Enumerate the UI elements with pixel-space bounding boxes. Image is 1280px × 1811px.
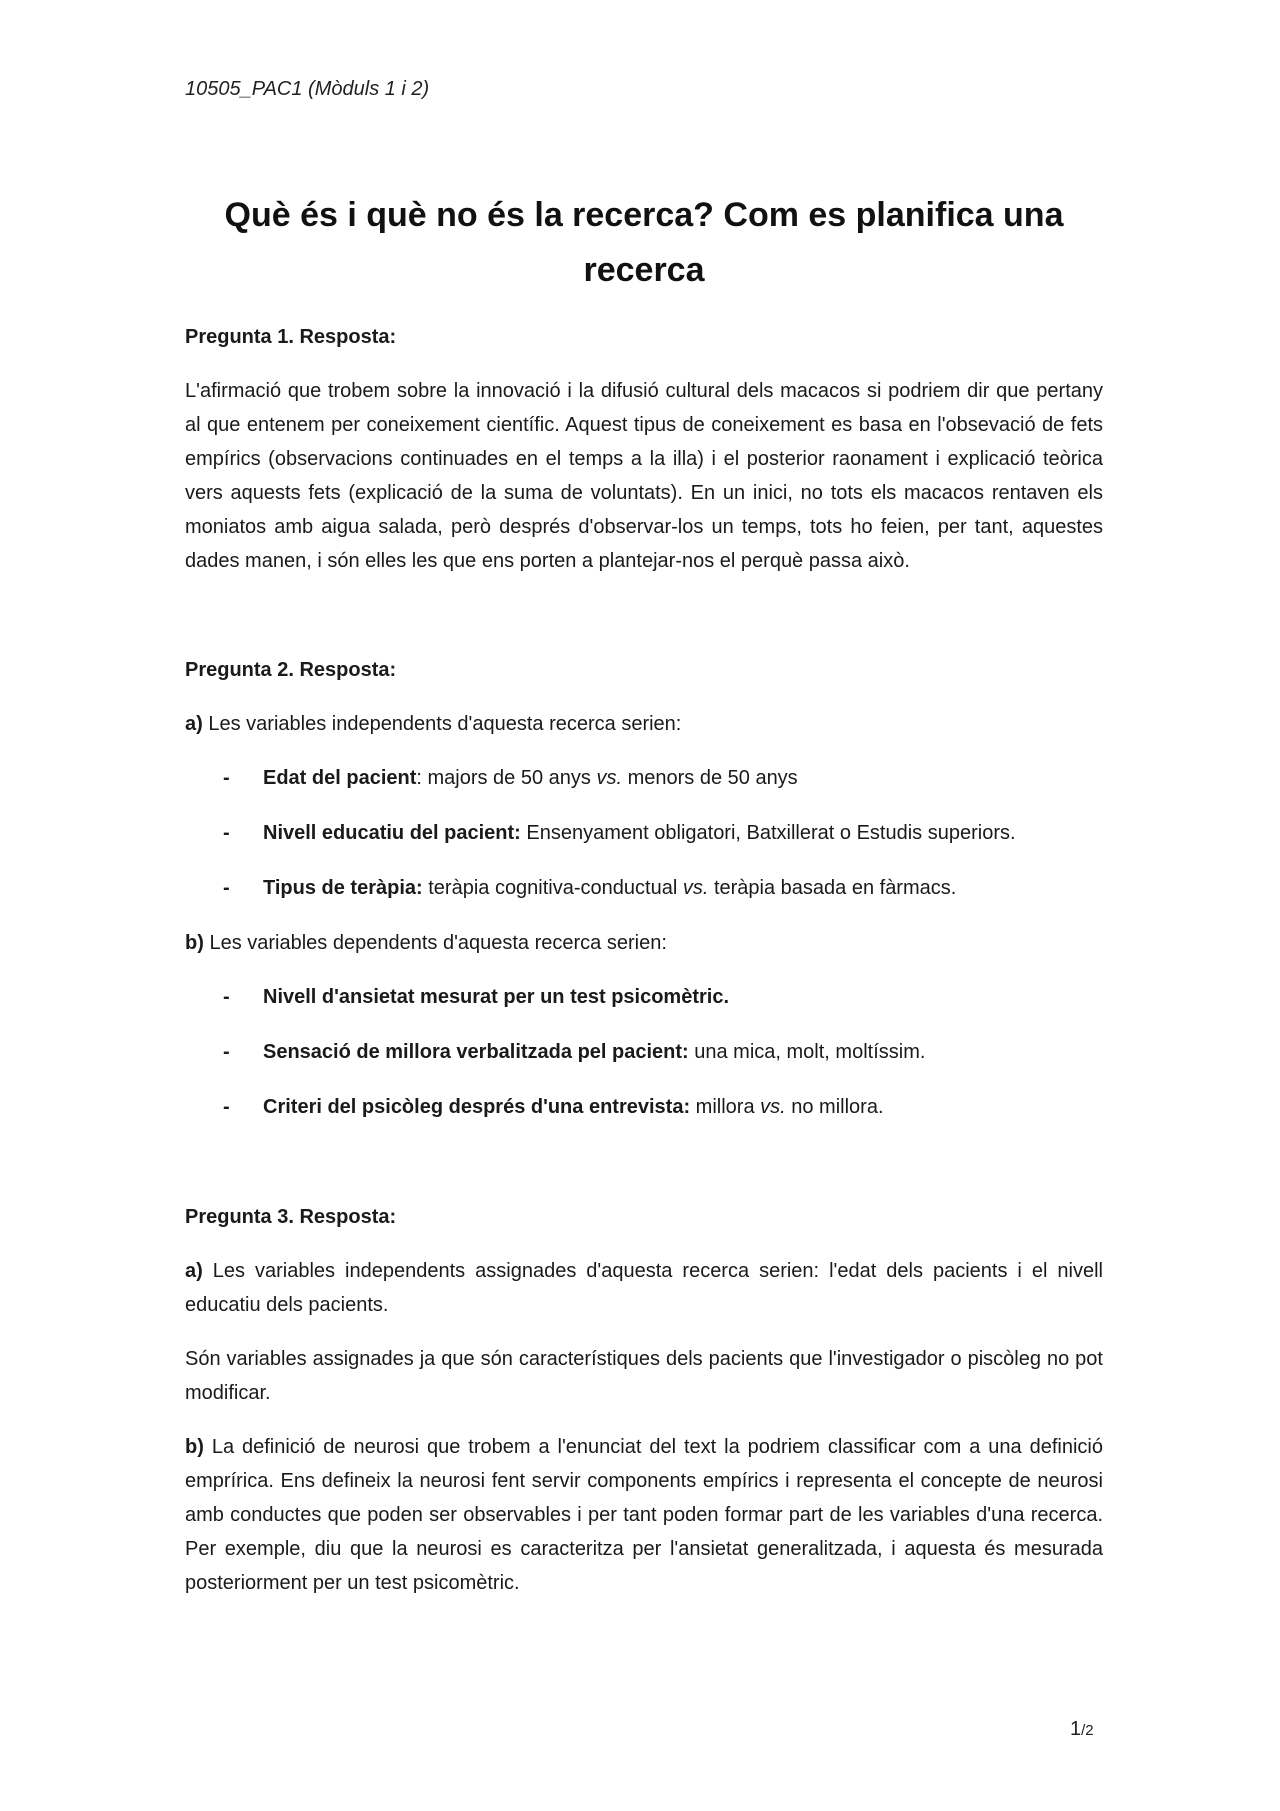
dash-bullet: - — [223, 822, 230, 844]
list-item-text: teràpia basada en fàrmacs. — [708, 877, 957, 899]
dependent-variables-list — [185, 980, 1103, 1124]
part-b-text: Les variables dependents d'aquesta recerca serien: — [203, 932, 667, 954]
part-b-text: La definició de neurosi que trobem a l'enunciat del text la podriem classificar com a una definició emprírica. Ens defineix la neurosi fent servir components empírics i representa el concepte de neurosi amb conductes que poden ser observables i per tant poden formar part de les variables d'una recerca. Per exemple, diu que la neurosi es caracteritza per l'ansietat generalitzada, i aquesta és mesurada posteriorment per un test psicomètric. — [185, 1436, 1103, 1594]
question-1-heading: Pregunta 1. Resposta: — [185, 326, 397, 348]
list-item — [185, 1090, 1103, 1124]
question-2-part-b-intro — [185, 926, 1103, 960]
document-body — [185, 188, 1103, 1620]
part-a-text: Les variables independents assignades d'aquesta recerca serien: l'edat dels pacients i el nivell educatiu dels pacients. — [185, 1260, 1103, 1316]
list-item — [185, 761, 1103, 795]
list-item — [185, 871, 1103, 905]
list-item-text: una mica, molt, moltíssim. — [688, 1041, 926, 1063]
question-2-part-a-intro — [185, 707, 1103, 741]
vs-italic: vs. — [760, 1096, 786, 1118]
part-b-marker: b) — [185, 932, 204, 954]
current-page: 1 — [1070, 1718, 1082, 1740]
list-item-text: millora — [690, 1096, 761, 1118]
dash-bullet: - — [223, 877, 230, 899]
list-item-text: Ensenyament obligatori, Batxillerat o Estudis superiors. — [520, 822, 1016, 844]
list-item-label: Edat del pacient — [263, 767, 417, 789]
list-item-text: menors de 50 anys — [622, 767, 798, 789]
question-3-part-b — [185, 1430, 1103, 1600]
vs-italic: vs. — [682, 877, 709, 899]
question-1-answer: L'afirmació que trobem sobre la innovació i la difusió cultural dels macacos si podriem dir que pertany al que entenem per coneixement científic. Aquest tipus de coneixement es basa en l'obsevació de fets empírics (observacions continuades en el temps a la illa) i el posterior raonament i explicació teòrica vers aquests fets (explicació de la suma de voluntats). En un inici, no tots els macacos rentaven els moniatos amb aigua salada, però després d'observar-los un temps, tots ho feien, per tant, aquestes dades manen, i són elles les que ens porten a plantejar-nos el perquè passa això. — [185, 380, 1103, 572]
dash-bullet: - — [223, 986, 230, 1008]
list-item-label: Tipus de teràpia: — [263, 877, 423, 899]
part-a-marker: a) — [185, 713, 203, 735]
list-item-label: Nivell educatiu del pacient: — [263, 822, 521, 844]
list-item-label: Criteri del psicòleg després d'una entrevista: — [263, 1096, 691, 1118]
list-item-text: teràpia cognitiva-conductual — [422, 877, 683, 899]
list-item-text: no millora. — [785, 1096, 884, 1118]
part-a-marker: a) — [185, 1260, 203, 1282]
vs-italic: vs. — [596, 767, 623, 789]
part-a-text: Les variables independents d'aquesta recerca serien: — [202, 713, 682, 735]
dash-bullet: - — [223, 1041, 230, 1063]
question-3-part-a-note: Són variables assignades ja que són característiques dels pacients que l'investigador o piscòleg no pot modificar. — [185, 1348, 1103, 1404]
part-b-marker: b) — [185, 1436, 204, 1458]
question-2-heading: Pregunta 2. Resposta: — [185, 659, 397, 681]
page-header: 10505_PAC1 (Mòduls 1 i 2) — [185, 78, 430, 100]
list-item-text: : majors de 50 anys — [416, 767, 597, 789]
section-spacer — [185, 1145, 1103, 1200]
document-title: Què és i què no és la recerca? Com es planifica una recerca — [224, 196, 1064, 289]
list-item — [185, 980, 1103, 1014]
independent-variables-list — [185, 761, 1103, 905]
question-3-heading: Pregunta 3. Resposta: — [185, 1206, 397, 1228]
list-item-label: Sensació de millora verbalitzada pel pacient: — [263, 1041, 689, 1063]
list-item — [185, 1035, 1103, 1069]
dash-bullet: - — [223, 767, 230, 789]
question-3-part-a — [185, 1254, 1103, 1322]
list-item-label: Nivell d'ansietat mesurat per un test psicomètric. — [263, 986, 730, 1008]
dash-bullet: - — [223, 1096, 230, 1118]
page-number — [1070, 1718, 1094, 1741]
total-pages: /2 — [1081, 1722, 1094, 1739]
list-item — [185, 816, 1103, 850]
section-spacer — [185, 598, 1103, 653]
